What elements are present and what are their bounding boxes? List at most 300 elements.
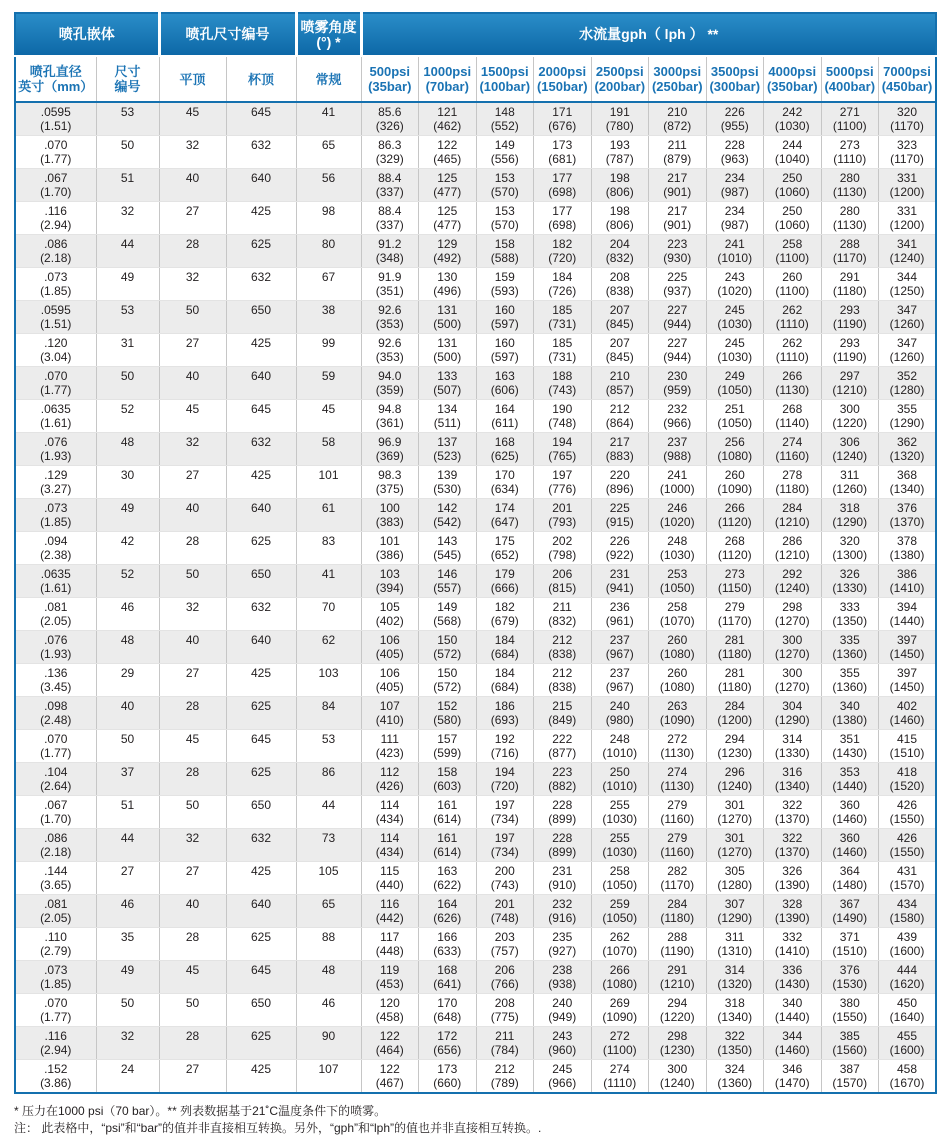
table-cell: 101 (296, 466, 361, 499)
table-cell: 645 (226, 102, 296, 136)
table-cell: 640 (226, 367, 296, 400)
table-cell: 51 (96, 169, 159, 202)
table-cell: 177 (698) (534, 169, 592, 202)
table-cell: 650 (226, 301, 296, 334)
table-cell: 208 (775) (476, 994, 534, 1027)
table-cell: .094 (2.38) (15, 532, 96, 565)
table-cell: 130 (496) (419, 268, 477, 301)
table-cell: 333 (1350) (821, 598, 879, 631)
table-cell: 53 (96, 102, 159, 136)
table-row (15, 565, 936, 598)
table-cell: 173 (681) (534, 136, 592, 169)
table-row (15, 202, 936, 235)
table-cell: 48 (296, 961, 361, 994)
table-cell: 300 (1270) (764, 664, 822, 697)
table-row (15, 532, 936, 565)
table-cell: 640 (226, 631, 296, 664)
table-cell: 90 (296, 1027, 361, 1060)
table-cell: 320 (1170) (879, 102, 937, 136)
table-cell: 262 (1070) (591, 928, 649, 961)
table-cell: 50 (96, 994, 159, 1027)
column-header: 500psi (35bar) (361, 56, 419, 102)
table-cell: 42 (96, 532, 159, 565)
table-cell: 92.6 (353) (361, 301, 419, 334)
table-cell: 306 (1240) (821, 433, 879, 466)
table-cell: 251 (1050) (706, 400, 764, 433)
table-row (15, 664, 936, 697)
table-cell: 222 (877) (534, 730, 592, 763)
table-cell: 314 (1320) (706, 961, 764, 994)
table-cell: 243 (960) (534, 1027, 592, 1060)
table-cell: 40 (96, 697, 159, 730)
table-cell: 212 (838) (534, 631, 592, 664)
group-water-flow-rate-label: 水流量gph（ lph ） ** (579, 26, 719, 42)
table-cell: 220 (896) (591, 466, 649, 499)
table-cell: 98 (296, 202, 361, 235)
table-row (15, 268, 936, 301)
table-cell: 40 (159, 169, 226, 202)
table-cell: 184 (684) (476, 631, 534, 664)
table-cell: 139 (530) (419, 466, 477, 499)
table-cell: 125 (477) (419, 202, 477, 235)
table-cell: 158 (603) (419, 763, 477, 796)
group-water-flow-rate (361, 13, 936, 56)
table-cell: .104 (2.64) (15, 763, 96, 796)
table-cell: 394 (1440) (879, 598, 937, 631)
table-cell: 160 (597) (476, 334, 534, 367)
table-cell: 50 (159, 994, 226, 1027)
column-header: 1000psi (70bar) (419, 56, 477, 102)
table-cell: 223 (882) (534, 763, 592, 796)
table-cell: 27 (159, 862, 226, 895)
table-cell: 274 (1160) (764, 433, 822, 466)
table-cell: 50 (96, 136, 159, 169)
table-cell: 170 (648) (419, 994, 477, 1027)
table-cell: 164 (626) (419, 895, 477, 928)
table-row (15, 994, 936, 1027)
table-cell: 52 (96, 565, 159, 598)
table-cell: 44 (96, 829, 159, 862)
table-cell: 153 (570) (476, 169, 534, 202)
table-cell: 161 (614) (419, 796, 477, 829)
table-cell: .110 (2.79) (15, 928, 96, 961)
table-cell: 625 (226, 235, 296, 268)
table-row (15, 763, 936, 796)
table-cell: 650 (226, 796, 296, 829)
table-cell: 225 (937) (649, 268, 707, 301)
table-cell: 425 (226, 466, 296, 499)
table-cell: 65 (296, 136, 361, 169)
table-cell: 235 (927) (534, 928, 592, 961)
table-cell: 137 (523) (419, 433, 477, 466)
table-cell: .067 (1.70) (15, 796, 96, 829)
table-cell: 207 (845) (591, 301, 649, 334)
table-cell: 50 (96, 367, 159, 400)
table-cell: .086 (2.18) (15, 235, 96, 268)
table-cell: 49 (96, 499, 159, 532)
table-cell: 150 (572) (419, 664, 477, 697)
table-cell: 425 (226, 334, 296, 367)
table-cell: 88 (296, 928, 361, 961)
table-cell: 331 (1200) (879, 169, 937, 202)
table-cell: 206 (766) (476, 961, 534, 994)
table-cell: 632 (226, 598, 296, 631)
table-cell: 450 (1640) (879, 994, 937, 1027)
table-cell: 67 (296, 268, 361, 301)
table-cell: 300 (1220) (821, 400, 879, 433)
table-cell: 91.2 (348) (361, 235, 419, 268)
table-cell: 347 (1260) (879, 301, 937, 334)
column-header: 3500psi (300bar) (706, 56, 764, 102)
table-cell: 625 (226, 697, 296, 730)
table-cell: 340 (1440) (764, 994, 822, 1027)
table-cell: 250 (1060) (764, 169, 822, 202)
table-row (15, 334, 936, 367)
group-orifice-size-number (159, 13, 296, 56)
table-cell: 173 (660) (419, 1060, 477, 1094)
table-cell: 625 (226, 1027, 296, 1060)
table-cell: 172 (656) (419, 1027, 477, 1060)
table-cell: 160 (597) (476, 301, 534, 334)
table-cell: 175 (652) (476, 532, 534, 565)
table-cell: 107 (296, 1060, 361, 1094)
table-cell: 212 (864) (591, 400, 649, 433)
subheader-row (15, 56, 936, 102)
table-cell: 397 (1450) (879, 631, 937, 664)
table-cell: 632 (226, 136, 296, 169)
table-cell: 149 (556) (476, 136, 534, 169)
table-cell: 291 (1210) (649, 961, 707, 994)
table-cell: 281 (1180) (706, 631, 764, 664)
table-cell: 245 (1030) (706, 334, 764, 367)
table-cell: 353 (1440) (821, 763, 879, 796)
table-cell: 271 (1100) (821, 102, 879, 136)
table-cell: 184 (726) (534, 268, 592, 301)
table-cell: 94.8 (361) (361, 400, 419, 433)
table-row (15, 466, 936, 499)
table-cell: 45 (159, 400, 226, 433)
table-row (15, 1027, 936, 1060)
table-cell: 336 (1430) (764, 961, 822, 994)
group-spray-angle-line2: (°) * (316, 33, 341, 50)
table-row (15, 301, 936, 334)
table-cell: 208 (838) (591, 268, 649, 301)
column-header: 2500psi (200bar) (591, 56, 649, 102)
column-header: 常规 (296, 56, 361, 102)
table-cell: 50 (159, 301, 226, 334)
table-cell: 240 (949) (534, 994, 592, 1027)
table-cell: 344 (1460) (764, 1027, 822, 1060)
table-cell: 40 (159, 499, 226, 532)
table-cell: 61 (296, 499, 361, 532)
table-cell: 197 (776) (534, 466, 592, 499)
table-cell: 307 (1290) (706, 895, 764, 928)
table-cell: 114 (434) (361, 796, 419, 829)
table-cell: 32 (96, 202, 159, 235)
table-cell: 51 (96, 796, 159, 829)
table-cell: 133 (507) (419, 367, 477, 400)
table-cell: 125 (477) (419, 169, 477, 202)
table-cell: 28 (159, 928, 226, 961)
table-cell: 217 (901) (649, 202, 707, 235)
table-cell: 129 (492) (419, 235, 477, 268)
table-cell: 340 (1380) (821, 697, 879, 730)
table-cell: 249 (1050) (706, 367, 764, 400)
table-cell: 45 (159, 730, 226, 763)
table-cell: 293 (1190) (821, 334, 879, 367)
table-cell: 455 (1600) (879, 1027, 937, 1060)
table-cell: 32 (159, 829, 226, 862)
column-header: 4000psi (350bar) (764, 56, 822, 102)
table-cell: 279 (1160) (649, 796, 707, 829)
table-cell: 201 (748) (476, 895, 534, 928)
table-cell: 30 (96, 466, 159, 499)
table-cell: 260 (1090) (706, 466, 764, 499)
table-cell: 232 (916) (534, 895, 592, 928)
table-cell: 266 (1130) (764, 367, 822, 400)
table-cell: 41 (296, 102, 361, 136)
table-cell: 146 (557) (419, 565, 477, 598)
table-cell: 272 (1130) (649, 730, 707, 763)
table-cell: .144 (3.65) (15, 862, 96, 895)
table-cell: 288 (1190) (649, 928, 707, 961)
table-cell: 174 (647) (476, 499, 534, 532)
table-cell: 263 (1090) (649, 697, 707, 730)
table-cell: 194 (720) (476, 763, 534, 796)
table-cell: 112 (426) (361, 763, 419, 796)
table-cell: 240 (980) (591, 697, 649, 730)
table-cell: 28 (159, 763, 226, 796)
table-cell: 50 (159, 796, 226, 829)
table-cell: 324 (1360) (706, 1060, 764, 1094)
table-cell: 260 (1100) (764, 268, 822, 301)
table-cell: 347 (1260) (879, 334, 937, 367)
table-cell: 153 (570) (476, 202, 534, 235)
table-cell: 238 (938) (534, 961, 592, 994)
table-cell: 111 (423) (361, 730, 419, 763)
table-cell: 194 (765) (534, 433, 592, 466)
table-cell: 149 (568) (419, 598, 477, 631)
table-cell: 117 (448) (361, 928, 419, 961)
table-row (15, 829, 936, 862)
table-cell: 103 (296, 664, 361, 697)
table-cell: 640 (226, 895, 296, 928)
table-cell: 301 (1270) (706, 829, 764, 862)
table-row (15, 796, 936, 829)
table-cell: 253 (1050) (649, 565, 707, 598)
table-cell: 122 (467) (361, 1060, 419, 1094)
table-cell: .081 (2.05) (15, 895, 96, 928)
table-cell: 241 (1010) (706, 235, 764, 268)
table-cell: 152 (580) (419, 697, 477, 730)
table-cell: 322 (1370) (764, 796, 822, 829)
table-cell: 280 (1130) (821, 169, 879, 202)
table-cell: 32 (96, 1027, 159, 1060)
table-cell: 268 (1120) (706, 532, 764, 565)
table-cell: 296 (1240) (706, 763, 764, 796)
table-header (15, 13, 936, 102)
table-cell: 27 (96, 862, 159, 895)
table-cell: 52 (96, 400, 159, 433)
table-cell: 346 (1470) (764, 1060, 822, 1094)
group-orifice-size-number-label: 喷孔尺寸编号 (185, 26, 270, 42)
table-cell: 197 (734) (476, 829, 534, 862)
table-cell: 314 (1330) (764, 730, 822, 763)
table-cell: .120 (3.04) (15, 334, 96, 367)
table-cell: 105 (402) (361, 598, 419, 631)
table-cell: 266 (1080) (591, 961, 649, 994)
table-cell: 360 (1460) (821, 829, 879, 862)
table-cell: 207 (845) (591, 334, 649, 367)
table-cell: 645 (226, 730, 296, 763)
table-cell: .116 (2.94) (15, 1027, 96, 1060)
table-cell: 250 (1060) (764, 202, 822, 235)
table-cell: .152 (3.86) (15, 1060, 96, 1094)
table-cell: 385 (1560) (821, 1027, 879, 1060)
table-cell: .0635 (1.61) (15, 565, 96, 598)
table-cell: 364 (1480) (821, 862, 879, 895)
table-cell: 103 (394) (361, 565, 419, 598)
table-cell: 632 (226, 268, 296, 301)
table-cell: 170 (634) (476, 466, 534, 499)
table-cell: 158 (588) (476, 235, 534, 268)
table-cell: 27 (159, 466, 226, 499)
table-cell: 46 (96, 895, 159, 928)
table-cell: 241 (1000) (649, 466, 707, 499)
table-cell: 86.3 (329) (361, 136, 419, 169)
table-row (15, 136, 936, 169)
table-cell: .070 (1.77) (15, 136, 96, 169)
table-cell: 164 (611) (476, 400, 534, 433)
table-cell: 163 (622) (419, 862, 477, 895)
table-row (15, 400, 936, 433)
group-spray-angle (296, 13, 361, 56)
table-cell: 376 (1370) (879, 499, 937, 532)
table-cell: 46 (296, 994, 361, 1027)
table-cell: 439 (1600) (879, 928, 937, 961)
table-cell: 250 (1010) (591, 763, 649, 796)
table-cell: 245 (966) (534, 1060, 592, 1094)
table-cell: 274 (1130) (649, 763, 707, 796)
table-cell: 231 (941) (591, 565, 649, 598)
table-cell: 258 (1100) (764, 235, 822, 268)
table-cell: 157 (599) (419, 730, 477, 763)
table-row (15, 631, 936, 664)
table-cell: 259 (1050) (591, 895, 649, 928)
table-cell: 650 (226, 565, 296, 598)
table-cell: .081 (2.05) (15, 598, 96, 631)
table-cell: 231 (910) (534, 862, 592, 895)
table-row (15, 598, 936, 631)
table-cell: .098 (2.48) (15, 697, 96, 730)
table-row (15, 862, 936, 895)
table-cell: 188 (743) (534, 367, 592, 400)
table-cell: .073 (1.85) (15, 961, 96, 994)
table-cell: 200 (743) (476, 862, 534, 895)
table-cell: 280 (1130) (821, 202, 879, 235)
table-cell: 106 (405) (361, 631, 419, 664)
column-header: 5000psi (400bar) (821, 56, 879, 102)
table-cell: 328 (1390) (764, 895, 822, 928)
table-cell: 272 (1100) (591, 1027, 649, 1060)
table-body (15, 102, 936, 1093)
table-cell: 28 (159, 697, 226, 730)
table-cell: 27 (159, 202, 226, 235)
column-header: 尺寸 编号 (96, 56, 159, 102)
table-cell: 284 (1210) (764, 499, 822, 532)
table-cell: 311 (1310) (706, 928, 764, 961)
table-cell: 198 (806) (591, 202, 649, 235)
table-cell: 142 (542) (419, 499, 477, 532)
table-cell: 223 (930) (649, 235, 707, 268)
table-cell: 226 (922) (591, 532, 649, 565)
column-header: 7000psi (450bar) (879, 56, 937, 102)
table-cell: 640 (226, 169, 296, 202)
table-cell: 193 (787) (591, 136, 649, 169)
table-cell: 163 (606) (476, 367, 534, 400)
table-cell: 376 (1530) (821, 961, 879, 994)
table-cell: 197 (734) (476, 796, 534, 829)
table-cell: 228 (963) (706, 136, 764, 169)
table-cell: 227 (944) (649, 334, 707, 367)
table-cell: 134 (511) (419, 400, 477, 433)
table-cell: 53 (296, 730, 361, 763)
table-cell: 331 (1200) (879, 202, 937, 235)
table-cell: 91.9 (351) (361, 268, 419, 301)
table-cell: 258 (1050) (591, 862, 649, 895)
table-cell: 171 (676) (534, 102, 592, 136)
table-cell: 83 (296, 532, 361, 565)
group-spray-angle-line1: 喷雾角度 (300, 18, 357, 35)
table-cell: 28 (159, 1027, 226, 1060)
table-cell: 198 (806) (591, 169, 649, 202)
table-cell: 99 (296, 334, 361, 367)
table-cell: 45 (159, 961, 226, 994)
table-cell: 38 (296, 301, 361, 334)
table-cell: 148 (552) (476, 102, 534, 136)
table-cell: 177 (698) (534, 202, 592, 235)
table-cell: 234 (987) (706, 169, 764, 202)
table-cell: 625 (226, 928, 296, 961)
table-cell: 50 (159, 565, 226, 598)
table-cell: 191 (780) (591, 102, 649, 136)
table-cell: 425 (226, 664, 296, 697)
table-cell: 131 (500) (419, 334, 477, 367)
table-cell: .076 (1.93) (15, 433, 96, 466)
table-cell: 150 (572) (419, 631, 477, 664)
table-cell: .0595 (1.51) (15, 102, 96, 136)
table-cell: .073 (1.85) (15, 268, 96, 301)
table-cell: 88.4 (337) (361, 202, 419, 235)
table-cell: 279 (1170) (706, 598, 764, 631)
table-cell: 212 (789) (476, 1060, 534, 1094)
table-cell: 300 (1270) (764, 631, 822, 664)
group-orifice-insert (15, 13, 159, 56)
table-cell: 371 (1510) (821, 928, 879, 961)
table-cell: 44 (96, 235, 159, 268)
table-cell: 237 (967) (591, 664, 649, 697)
table-cell: 45 (159, 102, 226, 136)
table-cell: 262 (1110) (764, 334, 822, 367)
table-cell: 184 (684) (476, 664, 534, 697)
table-cell: 632 (226, 433, 296, 466)
table-cell: 625 (226, 763, 296, 796)
table-cell: 640 (226, 499, 296, 532)
table-cell: 297 (1210) (821, 367, 879, 400)
table-cell: 212 (838) (534, 664, 592, 697)
table-cell: 255 (1030) (591, 829, 649, 862)
table-cell: 190 (748) (534, 400, 592, 433)
